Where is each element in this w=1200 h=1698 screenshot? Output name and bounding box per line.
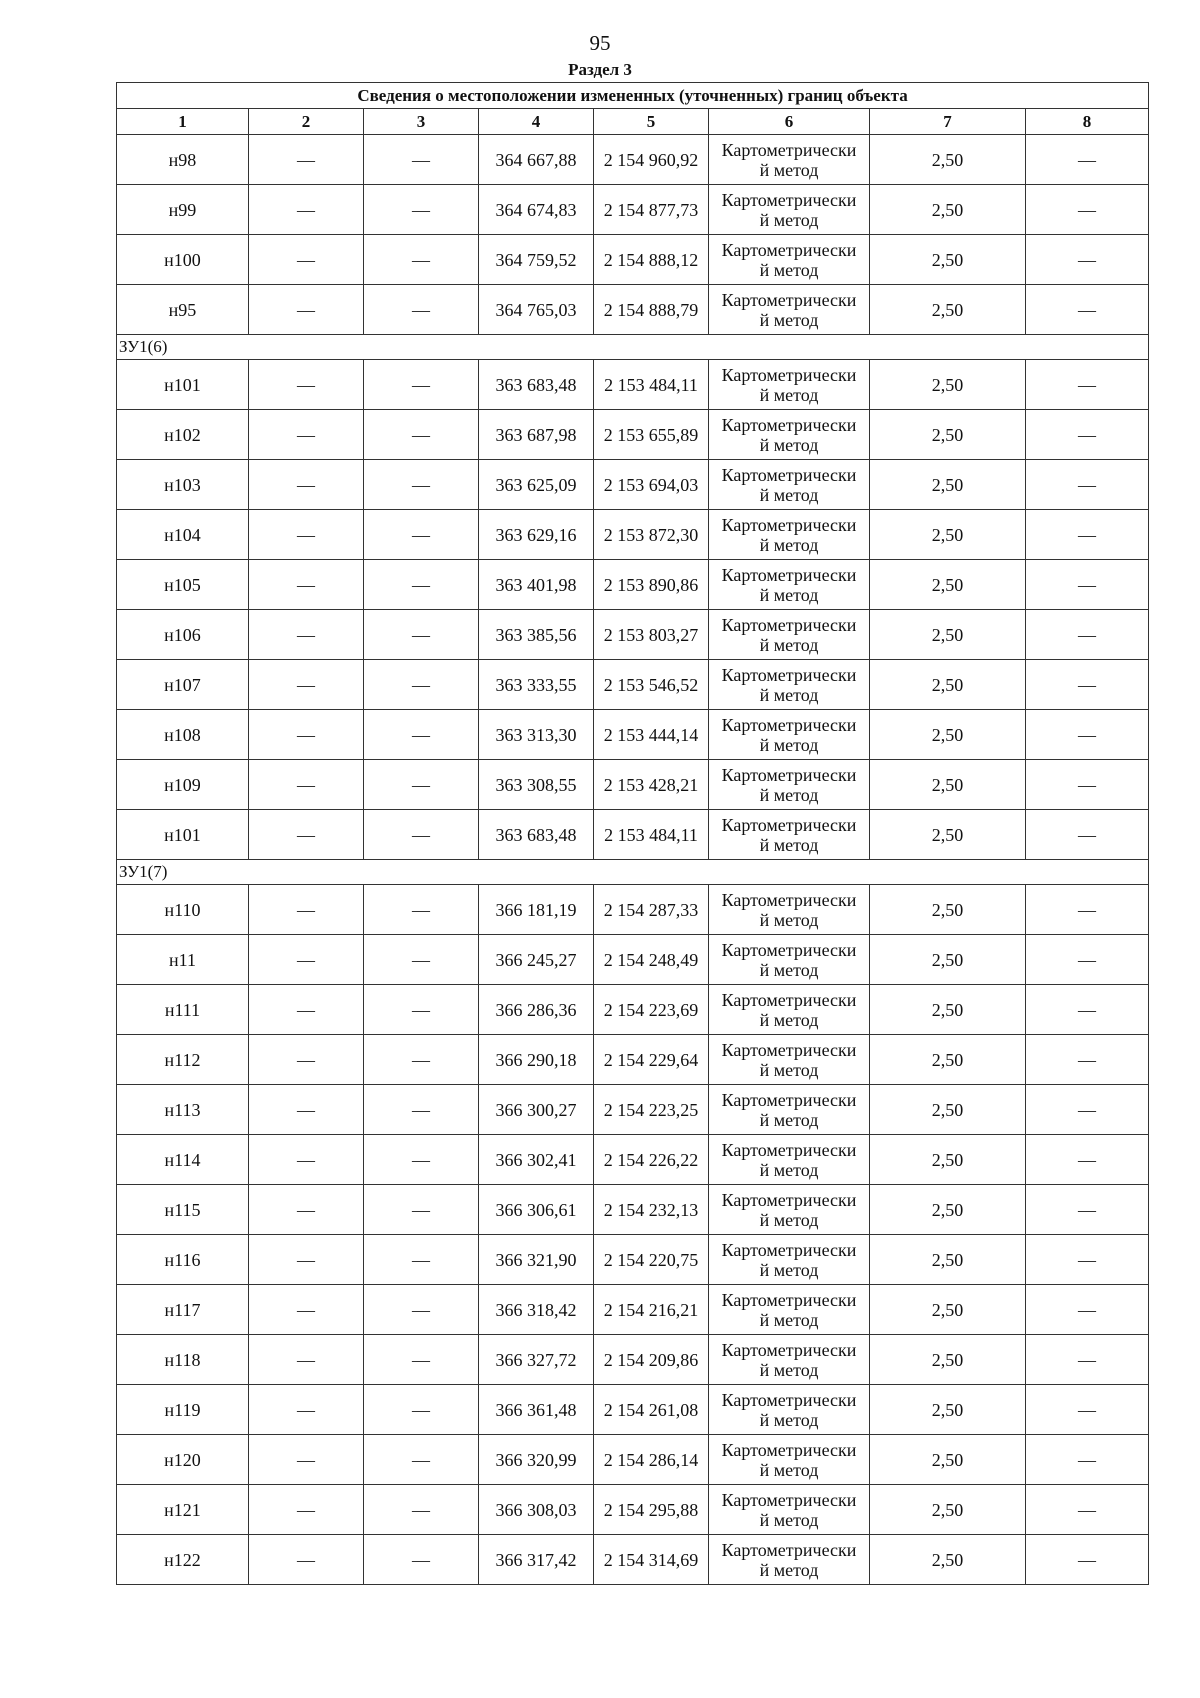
x-coordinate: 366 300,27 [479,1085,594,1135]
table-row [117,985,1149,1035]
col2-value: — [249,285,364,335]
method: Картометрически й метод [709,510,870,560]
x-coordinate: 364 667,88 [479,135,594,185]
table-row [117,1035,1149,1085]
table-row [117,610,1149,660]
table-row [117,185,1149,235]
table-caption: Сведения о местоположении измененных (уточненных) границ объекта [117,83,1149,109]
y-coordinate: 2 153 872,30 [594,510,709,560]
accuracy: 2,50 [870,1535,1026,1585]
column-number: 4 [479,109,594,135]
point-name: н109 [117,760,249,810]
table-row [117,660,1149,710]
accuracy: 2,50 [870,1335,1026,1385]
col2-value: — [249,1035,364,1085]
col3-value: — [364,885,479,935]
method: Картометрически й метод [709,810,870,860]
page-number: 95 [589,31,611,55]
col3-value: — [364,1385,479,1435]
table-row [117,135,1149,185]
col3-value: — [364,985,479,1035]
col3-value: — [364,660,479,710]
col3-value: — [364,1485,479,1535]
col2-value: — [249,1185,364,1235]
x-coordinate: 363 313,30 [479,710,594,760]
table-row [117,560,1149,610]
col2-value: — [249,760,364,810]
accuracy: 2,50 [870,610,1026,660]
accuracy: 2,50 [870,135,1026,185]
col8-value: — [1026,1285,1149,1335]
col8-value: — [1026,410,1149,460]
y-coordinate: 2 154 877,73 [594,185,709,235]
col8-value: — [1026,810,1149,860]
table-row [117,1435,1149,1485]
table-row [117,1485,1149,1535]
group-row [117,335,1149,360]
y-coordinate: 2 154 229,64 [594,1035,709,1085]
table-row [117,1135,1149,1185]
col2-value: — [249,410,364,460]
method: Картометрически й метод [709,885,870,935]
col2-value: — [249,610,364,660]
col2-value: — [249,985,364,1035]
col2-value: — [249,135,364,185]
col3-value: — [364,935,479,985]
point-name: н117 [117,1285,249,1335]
accuracy: 2,50 [870,660,1026,710]
col3-value: — [364,1085,479,1135]
table-row [117,1235,1149,1285]
point-name: н99 [117,185,249,235]
method: Картометрически й метод [709,1285,870,1335]
col8-value: — [1026,185,1149,235]
col2-value: — [249,560,364,610]
x-coordinate: 363 629,16 [479,510,594,560]
point-name: н101 [117,360,249,410]
table-row [117,935,1149,985]
point-name: н113 [117,1085,249,1135]
method: Картометрически й метод [709,1235,870,1285]
point-name: н11 [117,935,249,985]
y-coordinate: 2 154 286,14 [594,1435,709,1485]
method: Картометрически й метод [709,285,870,335]
col8-value: — [1026,1235,1149,1285]
table-row [117,285,1149,335]
col2-value: — [249,1085,364,1135]
table-row [117,710,1149,760]
col8-value: — [1026,360,1149,410]
table-row [117,510,1149,560]
col8-value: — [1026,710,1149,760]
y-coordinate: 2 154 287,33 [594,885,709,935]
column-number: 6 [709,109,870,135]
table-row [117,810,1149,860]
x-coordinate: 366 318,42 [479,1285,594,1335]
col2-value: — [249,885,364,935]
section-title: Раздел 3 [568,60,632,79]
accuracy: 2,50 [870,510,1026,560]
col3-value: — [364,1235,479,1285]
accuracy: 2,50 [870,1385,1026,1435]
col3-value: — [364,710,479,760]
x-coordinate: 363 308,55 [479,760,594,810]
accuracy: 2,50 [870,285,1026,335]
x-coordinate: 366 321,90 [479,1235,594,1285]
method: Картометрически й метод [709,1485,870,1535]
point-name: н98 [117,135,249,185]
method: Картометрически й метод [709,1035,870,1085]
x-coordinate: 363 687,98 [479,410,594,460]
col8-value: — [1026,1135,1149,1185]
x-coordinate: 366 290,18 [479,1035,594,1085]
col8-value: — [1026,1485,1149,1535]
point-name: н110 [117,885,249,935]
x-coordinate: 366 308,03 [479,1485,594,1535]
x-coordinate: 366 327,72 [479,1335,594,1385]
point-name: н103 [117,460,249,510]
accuracy: 2,50 [870,1185,1026,1235]
y-coordinate: 2 154 223,25 [594,1085,709,1135]
table-row [117,460,1149,510]
col2-value: — [249,510,364,560]
point-name: н104 [117,510,249,560]
point-name: н122 [117,1535,249,1585]
y-coordinate: 2 154 209,86 [594,1335,709,1385]
column-number: 2 [249,109,364,135]
table-row [117,1535,1149,1585]
accuracy: 2,50 [870,1135,1026,1185]
accuracy: 2,50 [870,1435,1026,1485]
method: Картометрически й метод [709,1335,870,1385]
col8-value: — [1026,460,1149,510]
col2-value: — [249,1485,364,1535]
accuracy: 2,50 [870,1235,1026,1285]
col2-value: — [249,810,364,860]
point-name: н107 [117,660,249,710]
column-number: 3 [364,109,479,135]
accuracy: 2,50 [870,1035,1026,1085]
col2-value: — [249,1385,364,1435]
col8-value: — [1026,1385,1149,1435]
group-label: ЗУ1(7) [117,860,1149,885]
col3-value: — [364,1435,479,1485]
y-coordinate: 2 154 888,12 [594,235,709,285]
x-coordinate: 363 401,98 [479,560,594,610]
x-coordinate: 363 683,48 [479,360,594,410]
table-row [117,1085,1149,1135]
accuracy: 2,50 [870,185,1026,235]
column-number: 7 [870,109,1026,135]
column-number: 5 [594,109,709,135]
method: Картометрически й метод [709,610,870,660]
point-name: н108 [117,710,249,760]
accuracy: 2,50 [870,235,1026,285]
y-coordinate: 2 154 248,49 [594,935,709,985]
method: Картометрически й метод [709,1135,870,1185]
table-row [117,235,1149,285]
accuracy: 2,50 [870,1485,1026,1535]
table-row [117,410,1149,460]
col8-value: — [1026,235,1149,285]
x-coordinate: 363 333,55 [479,660,594,710]
table-row [117,1185,1149,1235]
table-row [117,1285,1149,1335]
x-coordinate: 364 674,83 [479,185,594,235]
col8-value: — [1026,135,1149,185]
column-number: 1 [117,109,249,135]
x-coordinate: 364 765,03 [479,285,594,335]
x-coordinate: 366 245,27 [479,935,594,985]
col8-value: — [1026,885,1149,935]
col8-value: — [1026,1335,1149,1385]
accuracy: 2,50 [870,760,1026,810]
method: Картометрически й метод [709,410,870,460]
y-coordinate: 2 154 295,88 [594,1485,709,1535]
col8-value: — [1026,935,1149,985]
col8-value: — [1026,985,1149,1035]
point-name: н111 [117,985,249,1035]
col2-value: — [249,1135,364,1185]
y-coordinate: 2 154 888,79 [594,285,709,335]
x-coordinate: 363 385,56 [479,610,594,660]
x-coordinate: 366 317,42 [479,1535,594,1585]
y-coordinate: 2 153 655,89 [594,410,709,460]
col3-value: — [364,510,479,560]
x-coordinate: 366 320,99 [479,1435,594,1485]
col3-value: — [364,1535,479,1585]
method: Картометрически й метод [709,760,870,810]
col2-value: — [249,660,364,710]
col8-value: — [1026,1085,1149,1135]
col2-value: — [249,235,364,285]
accuracy: 2,50 [870,810,1026,860]
point-name: н106 [117,610,249,660]
point-name: н118 [117,1335,249,1385]
y-coordinate: 2 154 220,75 [594,1235,709,1285]
accuracy: 2,50 [870,1285,1026,1335]
point-name: н112 [117,1035,249,1085]
y-coordinate: 2 153 890,86 [594,560,709,610]
col8-value: — [1026,760,1149,810]
accuracy: 2,50 [870,460,1026,510]
col3-value: — [364,410,479,460]
method: Картометрически й метод [709,1185,870,1235]
point-name: н114 [117,1135,249,1185]
point-name: н101 [117,810,249,860]
col2-value: — [249,460,364,510]
method: Картометрически й метод [709,660,870,710]
x-coordinate: 364 759,52 [479,235,594,285]
col3-value: — [364,1185,479,1235]
col3-value: — [364,1285,479,1335]
x-coordinate: 366 181,19 [479,885,594,935]
col8-value: — [1026,660,1149,710]
col8-value: — [1026,1185,1149,1235]
point-name: н116 [117,1235,249,1285]
col3-value: — [364,360,479,410]
col2-value: — [249,1285,364,1335]
method: Картометрически й метод [709,235,870,285]
col2-value: — [249,1435,364,1485]
col2-value: — [249,1535,364,1585]
method: Картометрически й метод [709,935,870,985]
x-coordinate: 366 302,41 [479,1135,594,1185]
x-coordinate: 366 286,36 [479,985,594,1035]
point-name: н102 [117,410,249,460]
col8-value: — [1026,1035,1149,1085]
accuracy: 2,50 [870,1085,1026,1135]
x-coordinate: 366 361,48 [479,1385,594,1435]
point-name: н115 [117,1185,249,1235]
y-coordinate: 2 153 484,11 [594,360,709,410]
method: Картометрически й метод [709,360,870,410]
table-caption-row [117,83,1149,109]
col2-value: — [249,1235,364,1285]
point-name: н105 [117,560,249,610]
method: Картометрически й метод [709,710,870,760]
col2-value: — [249,360,364,410]
x-coordinate: 363 683,48 [479,810,594,860]
y-coordinate: 2 154 314,69 [594,1535,709,1585]
table-row [117,1335,1149,1385]
table-body [117,83,1149,1585]
col3-value: — [364,760,479,810]
col2-value: — [249,1335,364,1385]
method: Картометрически й метод [709,460,870,510]
y-coordinate: 2 154 226,22 [594,1135,709,1185]
y-coordinate: 2 153 546,52 [594,660,709,710]
col3-value: — [364,560,479,610]
col3-value: — [364,810,479,860]
col8-value: — [1026,1535,1149,1585]
col3-value: — [364,285,479,335]
point-name: н119 [117,1385,249,1435]
boundary-coordinates-table [116,82,1149,1585]
y-coordinate: 2 154 223,69 [594,985,709,1035]
group-label: ЗУ1(6) [117,335,1149,360]
method: Картометрически й метод [709,985,870,1035]
accuracy: 2,50 [870,410,1026,460]
x-coordinate: 363 625,09 [479,460,594,510]
y-coordinate: 2 154 232,13 [594,1185,709,1235]
table-row [117,885,1149,935]
accuracy: 2,50 [870,985,1026,1035]
method: Картометрически й метод [709,185,870,235]
method: Картометрически й метод [709,135,870,185]
col8-value: — [1026,560,1149,610]
accuracy: 2,50 [870,360,1026,410]
col8-value: — [1026,285,1149,335]
col2-value: — [249,935,364,985]
column-number: 8 [1026,109,1149,135]
y-coordinate: 2 154 960,92 [594,135,709,185]
table-row [117,760,1149,810]
method: Картометрически й метод [709,1535,870,1585]
method: Картометрически й метод [709,1435,870,1485]
column-number-row [117,109,1149,135]
point-name: н120 [117,1435,249,1485]
point-name: н100 [117,235,249,285]
col8-value: — [1026,1435,1149,1485]
point-name: н95 [117,285,249,335]
col3-value: — [364,1035,479,1085]
col3-value: — [364,1335,479,1385]
method: Картометрически й метод [709,1085,870,1135]
y-coordinate: 2 153 694,03 [594,460,709,510]
table-row [117,1385,1149,1435]
x-coordinate: 366 306,61 [479,1185,594,1235]
table-row [117,360,1149,410]
col3-value: — [364,610,479,660]
col3-value: — [364,135,479,185]
col8-value: — [1026,510,1149,560]
accuracy: 2,50 [870,885,1026,935]
y-coordinate: 2 154 216,21 [594,1285,709,1335]
accuracy: 2,50 [870,710,1026,760]
accuracy: 2,50 [870,560,1026,610]
col3-value: — [364,185,479,235]
accuracy: 2,50 [870,935,1026,985]
col3-value: — [364,1135,479,1185]
group-row [117,860,1149,885]
y-coordinate: 2 153 803,27 [594,610,709,660]
col3-value: — [364,235,479,285]
col3-value: — [364,460,479,510]
col2-value: — [249,185,364,235]
y-coordinate: 2 153 484,11 [594,810,709,860]
y-coordinate: 2 154 261,08 [594,1385,709,1435]
y-coordinate: 2 153 444,14 [594,710,709,760]
method: Картометрически й метод [709,560,870,610]
col2-value: — [249,710,364,760]
y-coordinate: 2 153 428,21 [594,760,709,810]
point-name: н121 [117,1485,249,1535]
col8-value: — [1026,610,1149,660]
method: Картометрически й метод [709,1385,870,1435]
